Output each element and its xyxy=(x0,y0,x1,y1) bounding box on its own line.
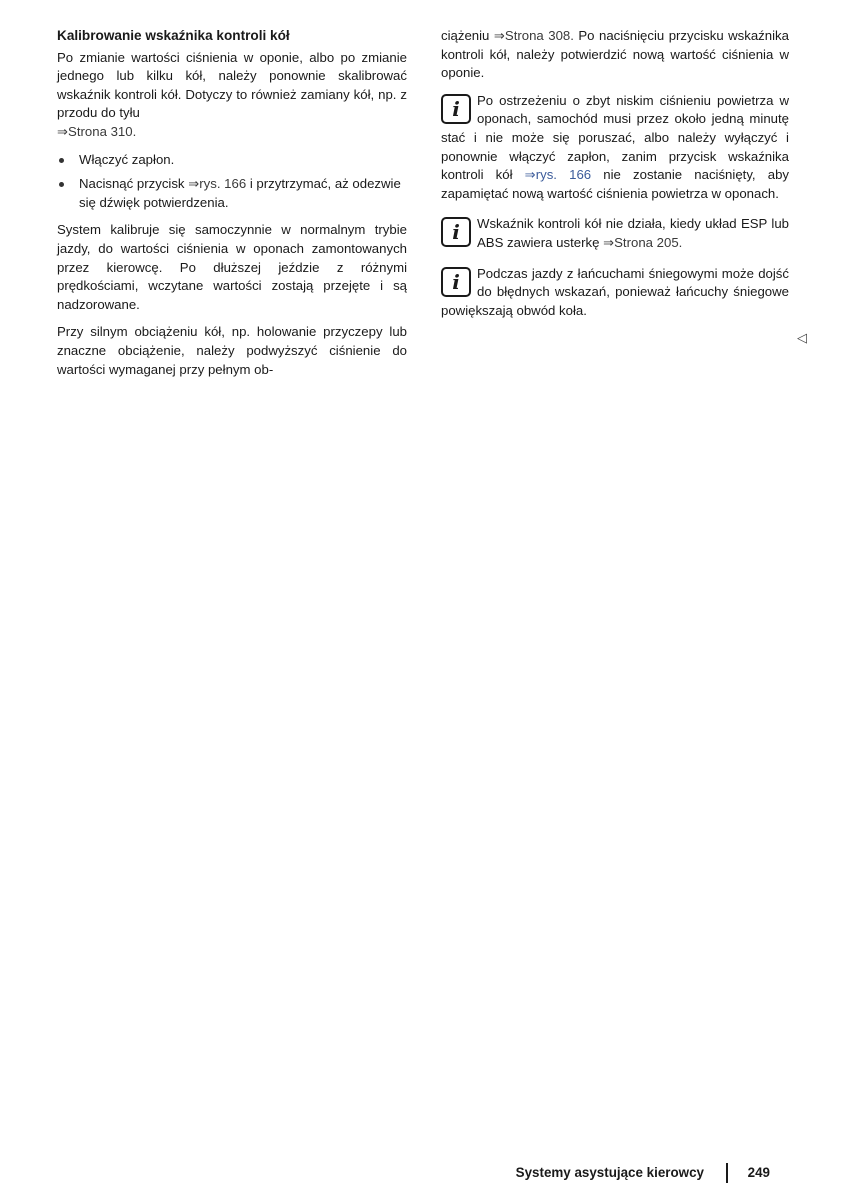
figure-reference[interactable]: ⇒rys. 166 xyxy=(188,176,247,192)
bullet-dot-icon xyxy=(59,158,64,163)
note-text-pre: Po ostrzeżeniu o zbyt niskim ciśnieniu powietrza w oponach, samochód musi przez około jedną minutę stać i nie może się poruszać, albo należy wyłączyć i ponownie włączyć zapłon, zanim przycisk wskaźnika kontroli kół xyxy=(441,92,789,183)
intro-paragraph xyxy=(57,49,407,142)
end-of-section-triangle-icon: ◁ xyxy=(797,330,807,345)
instruction-list xyxy=(57,151,407,213)
bullet-dot-icon xyxy=(59,182,64,187)
info-note xyxy=(441,215,789,252)
list-item xyxy=(57,151,407,170)
body-paragraph: System kalibruje się samoczynnie w normalnym trybie jazdy, do wartości ciśnienia w oponach zamontowanych przez kierowcę. Po dłuższej jeździe z różnymi prędkościami, wczytane wartości zostają przejęte i są nadzorowane. xyxy=(57,222,407,312)
note-text-pre: Wskaźnik kontroli kół nie działa, kiedy układ ESP lub ABS zawiera usterkę xyxy=(477,216,789,250)
section-heading: Kalibrowanie wskaźnika kontroli kół xyxy=(57,28,290,43)
info-note xyxy=(441,265,789,321)
bullet-text-pre: Nacisnąć przycisk xyxy=(79,176,189,192)
info-icon: i xyxy=(441,217,471,247)
page-reference[interactable]: ⇒Strona 308. xyxy=(493,28,574,43)
right-column xyxy=(441,27,789,332)
info-icon: i xyxy=(441,94,471,124)
footer-section-title: Systemy asystujące kierowcy xyxy=(515,1165,704,1180)
info-icon: i xyxy=(441,267,471,297)
figure-reference[interactable]: ⇒rys. 166 xyxy=(524,167,592,183)
note-text-post: nie zostanie naciśnięty, aby zapamiętać nową wartość ciśnienia powietrza w oponach. xyxy=(441,167,790,201)
continuation-paragraph xyxy=(441,27,789,83)
body-paragraph: Przy silnym obciążeniu kół, np. holowanie przyczepy lub znaczne obciążenie, należy podwyższyć ciśnienie do wartości wymaganej przy pełnym ob- xyxy=(57,324,407,377)
bullet-text: Włączyć zapłon. xyxy=(79,151,175,167)
continuation-text-post: Po naciśnięciu przycisku wskaźnika kontroli kół, należy potwierdzić nową wartość ciśnienia w oponie. xyxy=(441,28,789,81)
intro-page-reference[interactable]: ⇒Strona 310. xyxy=(57,123,137,139)
page-number: 249 xyxy=(747,1165,770,1180)
page-footer xyxy=(440,1163,780,1185)
info-note xyxy=(441,92,789,204)
footer-divider xyxy=(726,1163,728,1183)
list-item xyxy=(57,175,407,212)
page-reference[interactable]: ⇒Strona 205. xyxy=(603,234,683,250)
left-column xyxy=(57,27,407,388)
intro-text: Po zmianie wartości ciśnienia w oponie, albo po zmianie jednego lub kilku kół, należy ponownie skalibrować wskaźnik kontroli kół. Dotyczy to również zamiany kół, np. z przodu do tyłu xyxy=(57,49,407,121)
note-text: Podczas jazdy z łańcuchami śniegowymi może dojść do błędnych wskazań, ponieważ łańcuchy śniegowe powiększają obwód koła. xyxy=(441,265,789,318)
continuation-text-pre: ciążeniu xyxy=(441,28,494,43)
bullet-text-post: i przytrzymać, aż odezwie się dźwięk potwierdzenia. xyxy=(79,176,401,210)
